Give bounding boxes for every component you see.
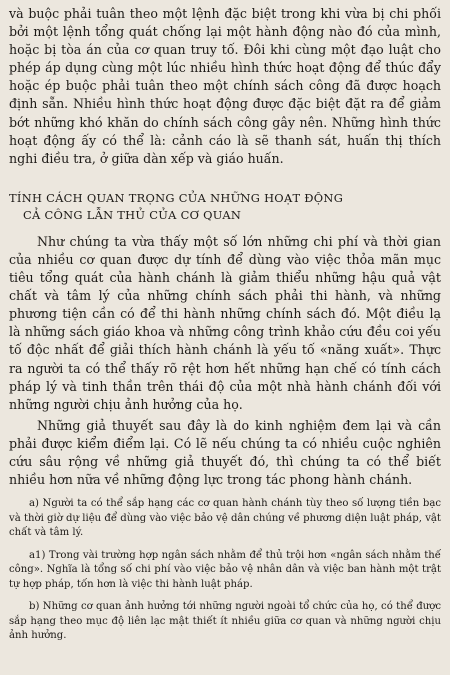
note-a: a) Người ta có thể sắp hạng các cơ quan hành chánh tùy theo số lượng tiền bạc và thời giờ dự liệu để dùng vào việc bảo vệ dân chúng về phương diện luật pháp, vật chất và tâm lý. bbox=[9, 498, 441, 539]
intro-paragraph: và buộc phải tuân theo một lệnh đặc biệt trong khi vừa bị chi phối bởi một lệnh tổng quát chống lại một hành động nào đó của mình, hoặc bị tòa án của cơ quan truy tố. Đôi khi cùng một đạo luật cho phép áp dụng cùng một lúc nhiều hình thức hoạt động để thúc đẩy hoặc ép buộc phải tuân theo một chính sách công đã được hoạch định sẵn. Nhiều hình thức hoạt động được đặc biệt đặt ra để giảm bớt những khó khăn do chính sách công gây nên. Những hình thức hoạt động ấy có thể là: cảnh cáo là sẽ thanh sát, huấn thị thích nghi điều tra, ở giữa dàn xếp và giáo huấn. bbox=[9, 6, 441, 166]
note-a1: a1) Trong vài trường hợp ngân sách nhằm để thủ trội hơn «ngân sách nhằm thế công». Nghĩa là tổng số chi phí vào việc bảo vệ nhân dân và việc ban hành một trật tự hợp pháp, tốn hơn là việc thi hành luật pháp. bbox=[9, 549, 441, 590]
note-b: b) Những cơ quan ảnh hưởng tới những người ngoài tổ chức của họ, có thể được sắp hạng theo mục độ liên lạc mật thiết ít nhiều giữa cơ quan và những người chịu ảnh hưởng. bbox=[9, 601, 441, 642]
body-paragraph-1: Như chúng ta vừa thấy một số lớn những chi phí và thời gian của nhiều cơ quan được dự tính để dùng vào việc thỏa mãn mục tiêu tổng quát của hành chánh là giảm thiểu những hậu quả vật chất và tâm lý của những chính sách phải thi hành, và những phương tiện cần có để thi hành những chính sách đó. Một điều lạ là những sách giáo khoa và những công trình khảo cứu đều coi yếu tố độc nhất để giải thích hành chánh là yếu tố «năng xuất». Thực ra người ta có thể thấy rõ rệt hơn hết những hạn chế có tính cách pháp lý và tinh thần trên thái độ của một nhà hành chánh đối với những người chịu ảnh hưởng của họ. bbox=[9, 233, 441, 412]
section-heading-line-2: CẢ CÔNG LẪN THỦ CỦA CƠ QUAN bbox=[23, 207, 242, 222]
section-heading-line-1: TÍNH CÁCH QUAN TRỌNG CỦA NHỮNG HOẠT ĐỘNG bbox=[9, 190, 344, 205]
section-heading bbox=[9, 190, 441, 224]
book-page bbox=[9, 5, 441, 670]
body-paragraph-2: Những giả thuyết sau đây là do kinh nghiệm đem lại và cần phải được kiểm điểm lại. Có lẽ nếu chúng ta có nhiều cuộc nghiên cứu sâu rộng về những giả thuyết đó, thì chúng ta có thể biết nhiều hơn nữa về những động lực trong tác phong hành chánh. bbox=[9, 417, 441, 488]
